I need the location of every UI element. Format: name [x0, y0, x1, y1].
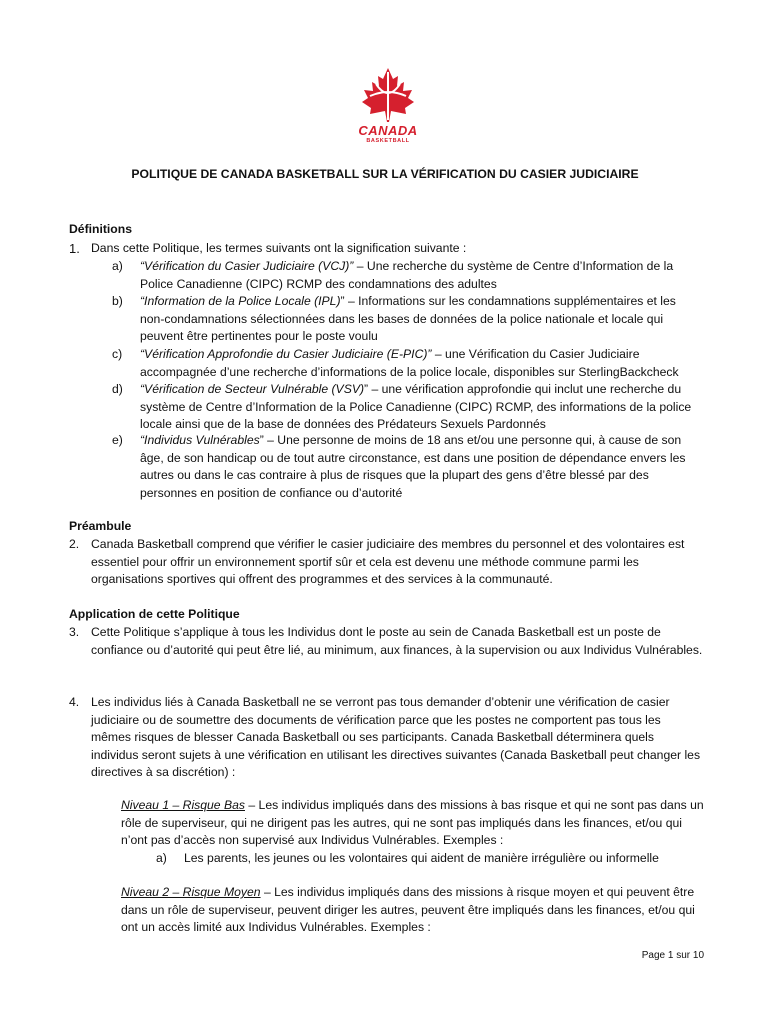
page-number: Page 1 sur 10 — [641, 950, 704, 961]
canada-basketball-logo — [356, 66, 420, 148]
definition-item-e — [140, 432, 700, 502]
definition-item-b — [140, 293, 700, 346]
level-2-label: Niveau 2 – Risque Moyen — [121, 885, 261, 899]
level-1-example: Les parents, les jeunes ou les volontaires qui aident de manière irrégulière ou informelle — [184, 851, 659, 865]
preamble-text: Canada Basketball comprend que vérifier le casier judiciaire des membres du personnel et des volontaires est essentiel pour offrir un environnement sportif sûr et cela est devenu une méthode commune parmi les organisations sportives qui offrent des programmes et des services à la communauté. — [91, 537, 685, 587]
definition-text-b: ” – Informations sur les condamnations supplémentaires et les non-condamnations sélectionnées dans les bases de données de la police nationale et locale qui peuvent être pertinentes pour le poste voulu — [140, 294, 676, 344]
definition-letter-d: d) — [112, 382, 123, 396]
definition-letter-e: e) — [112, 433, 123, 447]
application-paragraph-3: Cette Politique s’applique à tous les Individus dont le poste au sein de Canada Basketball est un poste de confiance ou d’autorité qui peut être lié, au minimum, aux finances, à la supervision ou aux Individus Vulnérables. — [91, 625, 703, 657]
section-number-2: 2. — [69, 537, 80, 551]
definition-text-d: ” – une vérification approfondie qui inclut une recherche du système de Centre d’Information de la Police Canadienne (CIPC) RCMP, des informations de la police locale ainsi que de la base de données des Prédateurs Sexuels Pardonnés — [140, 382, 692, 432]
maple-leaf-basketball-icon — [356, 66, 420, 124]
definitions-heading: Définitions — [69, 222, 132, 236]
level-2-paragraph — [121, 884, 706, 937]
section-number-3: 3. — [69, 625, 80, 639]
application-heading: Application de cette Politique — [69, 607, 240, 621]
definition-term-d: “Vérification de Secteur Vulnérable (VSV) — [140, 382, 365, 396]
level-1-paragraph — [121, 797, 706, 850]
definition-text-e: ” – Une personne de moins de 18 ans et/ou une personne qui, à cause de son âge, de son handicap ou de tout autre circonstance, est dans une position de dépendance envers les autres ou dans le cas contraire à plus de risques que la plupart des gens d’être blessé par des personnes en position de confiance ou d’autorité — [140, 433, 686, 500]
definition-letter-c: c) — [112, 347, 123, 361]
definition-letter-b: b) — [112, 294, 123, 308]
preamble-heading: Préambule — [69, 519, 132, 533]
definition-letter-a: a) — [112, 259, 123, 273]
definition-term-a: “Vérification du Casier Judiciaire (VCJ)” — [140, 259, 354, 273]
definition-term-c: “Vérification Approfondie du Casier Judiciaire (E-PIC)” — [140, 347, 432, 361]
section-number-4: 4. — [69, 695, 80, 709]
level-1-text: – Les individus impliqués dans des missions à bas risque et qui ne sont pas dans un rôle de superviseur, qui ne dirigent pas les autres, qui ne sont pas impliqués dans les finances, et/ou qui n’ont pas d’accès non supervisé aux Individus Vulnérables. Exemples : — [121, 798, 704, 848]
logo-canada-text: CANADA — [358, 123, 418, 138]
definition-term-b: “Information de la Police Locale (IPL) — [140, 294, 341, 308]
definition-text-a: – Une recherche du système de Centre d’Information de la Police Canadienne (CIPC) RCMP des condamnations des adultes — [140, 259, 674, 291]
definition-text-c: – une Vérification du Casier Judiciaire accompagnée d’une recherche d’informations de la police locale, disponibles sur SterlingBackcheck — [140, 347, 679, 379]
level-1-example-letter: a) — [156, 851, 167, 865]
section-number-1: 1. — [69, 241, 80, 256]
definition-item-d — [140, 381, 700, 434]
application-paragraph-4: Les individus liés à Canada Basketball ne se verront pas tous demander d’obtenir une vérification de casier judiciaire ou de soumettre des documents de vérification parce que les postes ne comportent pas tous les mêmes risques de blesser Canada Basketball ou ses participants. Canada Basketball déterminera quels individus seront sujets à une vérification en utilisant les directives suivantes (Canada Basketball peut changer les directives à sa discrétion) : — [91, 695, 701, 780]
definition-item-a — [140, 258, 700, 293]
level-1-label: Niveau 1 – Risque Bas — [121, 798, 245, 812]
logo-basketball-text: BASKETBALL — [366, 138, 410, 144]
definitions-intro: Dans cette Politique, les termes suivants ont la signification suivante : — [91, 241, 467, 255]
level-2-text: – Les individus impliqués dans des missions à risque moyen et qui peuvent être dans un rôle de superviseur, peuvent diriger les autres, peuvent être impliqués dans les finances, et/ou qui ont un accès limité aux Individus Vulnérables. Exemples : — [121, 885, 695, 935]
definition-term-e: “Individus Vulnérables — [140, 433, 260, 447]
document-title: POLITIQUE DE CANADA BASKETBALL SUR LA VÉRIFICATION DU CASIER JUDICIAIRE — [131, 167, 639, 181]
definition-item-c — [140, 346, 700, 381]
